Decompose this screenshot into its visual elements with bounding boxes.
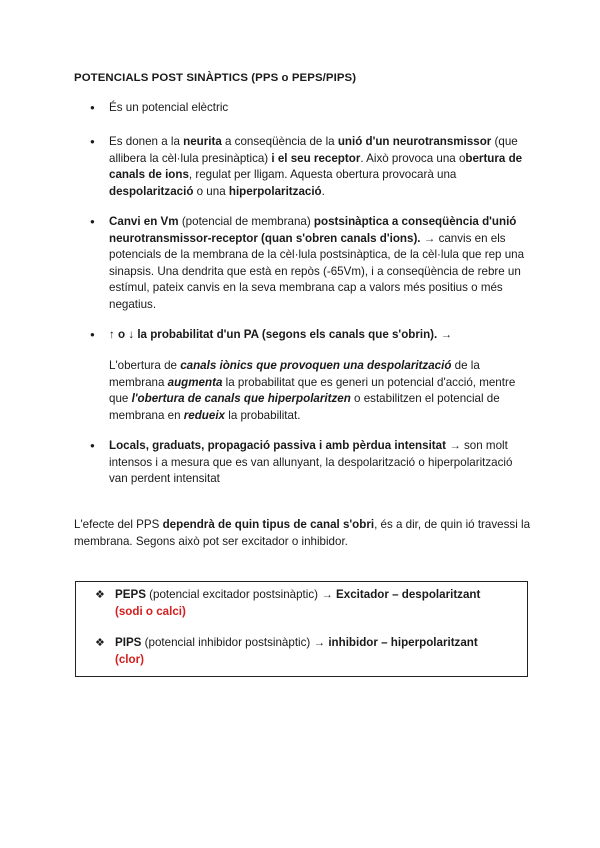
text-run: (que allibera la cèl·lula presinàptica) <box>109 135 518 165</box>
bold-run: hiperpolarització <box>228 184 322 198</box>
bullet-item-1 <box>109 100 529 117</box>
text-run: . <box>321 184 325 198</box>
text-run: , és a dir, de quin ió travessi la membrana. Segons això pot ser excitador o inhibidor. <box>74 518 531 548</box>
peps-ions-note: (sodi o calci) <box>115 604 186 618</box>
bold-run: ↑ o ↓ la probabilitat d'un PA (segons els canals que s'obrin). <box>109 328 438 341</box>
bold-run: i el seu receptor <box>271 151 361 165</box>
bold-run: neurita <box>183 135 222 148</box>
bold-run: PEPS <box>115 588 146 601</box>
bold-run: unió d'un neurotransmissor <box>337 135 492 148</box>
peps-item <box>115 587 515 620</box>
bold-run: dependrà de quin tipus de canal s'obri <box>162 518 375 531</box>
text-run: la probabilitat. <box>225 408 301 422</box>
bold-run: despolarització <box>109 184 194 198</box>
text-run: → son molt intensos i a mesura que es van allunyant, la despolarització o hiperpolarització van perdent intensitat <box>109 439 513 486</box>
text-run: (potencial excitador postsinàptic) → <box>145 588 337 601</box>
text-run: , regulat per lligam. Aquesta obertura provocarà una <box>188 168 457 182</box>
bullet-1-text: És un potencial elèctric <box>109 101 229 114</box>
text-run: o una <box>193 184 229 198</box>
bold-italic-run: canals iònics que provoquen una despolarització <box>180 359 452 372</box>
text-run: → canvis en els potencials de la membrana de la cèl·lula postsinàptica, de la cèl·lula que rep una sinapsis. Una dendrita que està en repòs (-65Vm), i a conseqüència de rebre un estímul, pateix canvis en la seva membrana cap a valors més positius o més negatius. <box>109 231 525 311</box>
diamond-bullet-icon: ❖ <box>95 589 105 601</box>
bold-run: postsinàptica a conseqüència d'unió neurotransmissor-receptor (quan s'obren canals d'ions). <box>109 215 517 245</box>
bold-italic-run: redueix <box>183 408 226 422</box>
diamond-bullet-icon: ❖ <box>95 637 105 649</box>
text-run: (potencial inhibidor postsinàptic) → <box>141 636 329 649</box>
bold-run: inhibidor – hiperpolaritzant <box>328 636 478 649</box>
text-run: L'efecte del PPS <box>74 518 163 531</box>
page-title: POTENCIALS POST SINÀPTICS (PPS o PEPS/PIPS) <box>74 72 357 84</box>
text-run: a conseqüència de la <box>221 135 338 148</box>
bold-italic-run: augmenta <box>167 375 223 389</box>
bullet-item-2 <box>109 134 529 200</box>
bold-run: bertura de canals de ions <box>109 151 523 182</box>
bullet-item-4 <box>109 327 529 344</box>
summary-paragraph <box>74 517 534 550</box>
text-run: . Això provoca una o <box>360 151 466 165</box>
pips-item <box>115 635 515 668</box>
text-run: Es donen a la <box>109 135 184 148</box>
text-run: L'obertura de <box>109 359 181 372</box>
text-run: de la membrana <box>109 359 480 389</box>
bullet-item-3 <box>109 214 529 314</box>
bold-run: PIPS <box>115 636 142 649</box>
bullet-item-5 <box>109 438 529 488</box>
text-run: → <box>437 328 453 341</box>
bold-run: Canvi en Vm <box>109 215 179 228</box>
bold-run: Locals, graduats, propagació passiva i amb pèrdua intensitat <box>109 439 446 452</box>
bold-run: Excitador – despolaritzant <box>336 588 481 601</box>
pips-ions-note: (clor) <box>115 652 144 666</box>
text-run: la probabilitat que es generi un potencial d'acció, mentre que <box>109 375 516 406</box>
probability-paragraph <box>109 358 529 424</box>
bold-italic-run: l'obertura de canals que hiperpolaritzen <box>131 392 351 406</box>
text-run: o estabilitzen el potencial de membrana en <box>109 392 500 422</box>
text-run: (potencial de membrana) <box>178 215 314 228</box>
